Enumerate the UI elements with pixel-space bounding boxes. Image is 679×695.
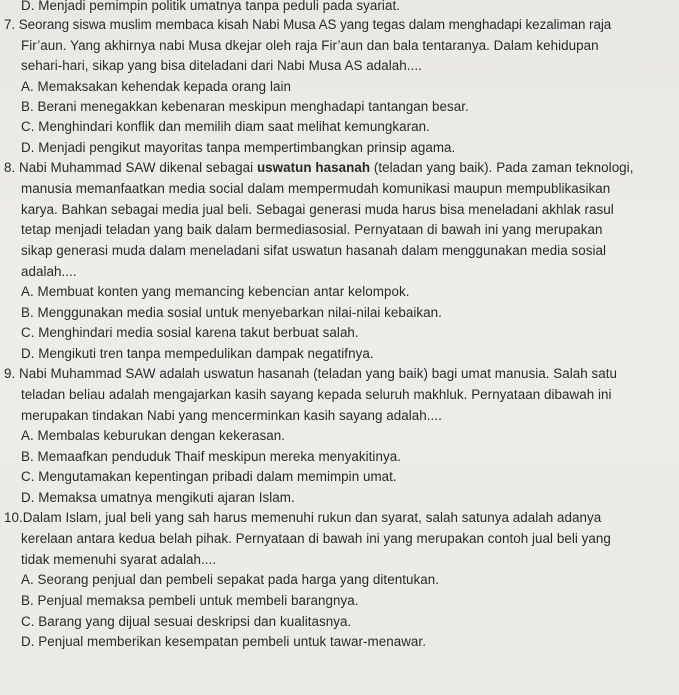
q7-stem-line-1: 7. Seorang siswa muslim membaca kisah Nabi Musa AS yang tegas dalam menghadapi kezaliman raja — [4, 17, 612, 32]
prev-option-d: D. Menjadi pemimpin politik umatnya tanpa peduli pada syariat. — [21, 0, 400, 13]
q8-stem-bold-term: uswatun hasanah — [256, 160, 371, 175]
q7-option-b: B. Berani menegakkan kebenaran meskipun menghadapi tantangan besar. — [21, 99, 469, 114]
q7-stem-line-3: sehari-hari, sikap yang bisa diteladani dari Nabi Musa AS adalah.... — [21, 58, 422, 73]
q9-stem-line-1: 9. Nabi Muhammad SAW adalah uswatun hasanah (teladan yang baik) bagi umat manusia. Salah satu — [4, 366, 618, 381]
q9-stem-line-2: teladan beliau adalah mengajarkan kasih sayang kepada seluruh makhluk. Pernyataan dibawah ini — [21, 387, 612, 402]
q9-option-d: D. Memaksa umatnya mengikuti ajaran Islam. — [21, 490, 295, 505]
q8-option-a: A. Membuat konten yang memancing kebencian antar kelompok. — [21, 284, 410, 299]
q10-option-a: A. Seorang penjual dan pembeli sepakat pada harga yang ditentukan. — [21, 572, 439, 587]
q8-stem-line-6: adalah.... — [21, 264, 77, 279]
q10-option-d: D. Penjual memberikan kesempatan pembeli untuk tawar-menawar. — [21, 634, 426, 649]
q8-stem-line-2: manusia memanfaatkan media social dalam mempermudah komunikasi maupun mempublikasikan — [21, 181, 611, 196]
q8-option-b: B. Menggunakan media sosial untuk menyebarkan nilai-nilai kebaikan. — [21, 305, 442, 320]
q9-option-c: C. Mengutamakan kepentingan pribadi dalam memimpin umat. — [21, 469, 397, 484]
q7-stem-line-2: Fir’aun. Yang akhirnya nabi Musa dkejar oleh raja Fir’aun dan bala tentaranya. Dalam kehidupan — [21, 38, 599, 53]
q8-stem-line-1 — [4, 160, 633, 176]
q10-option-c: C. Barang yang dijual sesuai deskripsi dan kualitasnya. — [21, 614, 352, 629]
q10-stem-line-1: 10.Dalam Islam, jual beli yang sah harus memenuhi rukun dan syarat, salah satunya adalah adanya — [4, 510, 602, 525]
q10-stem-line-2: kerelaan antara kedua belah pihak. Pernyataan di bawah ini yang merupakan contoh jual beli yang — [21, 531, 611, 546]
q8-stem-line-5: sikap generasi muda dalam meneladani sifat uswatun hasanah dalam menggunakan media sosial — [21, 243, 607, 258]
q10-stem-line-3: tidak memenuhi syarat adalah.... — [21, 552, 217, 567]
q8-stem-line-3: karya. Bahkan sebagai media jual beli. Sebagai generasi muda harus bisa meneladani akhlak rasul — [21, 202, 614, 217]
q9-option-b: B. Memaafkan penduduk Thaif meskipun mereka menyakitinya. — [21, 449, 401, 464]
q8-stem-line-1-post: (teladan yang baik). Pada zaman teknologi, — [370, 160, 634, 175]
q9-stem-line-3: merupakan tindakan Nabi yang mencerminkan kasih sayang adalah.... — [21, 408, 442, 423]
q7-option-d: D. Menjadi pengikut mayoritas tanpa mempertimbangkan prinsip agama. — [21, 140, 456, 155]
q7-option-c: C. Menghindari konflik dan memilih diam saat melihat kemungkaran. — [21, 119, 430, 134]
q8-stem-line-1-pre: 8. Nabi Muhammad SAW dikenal sebagai — [4, 160, 257, 175]
q9-option-a: A. Membalas keburukan dengan kekerasan. — [21, 428, 285, 443]
q8-stem-line-4: tetap menjadi teladan yang baik dalam bermediasosial. Pernyataan di bawah ini yang merupakan — [21, 222, 603, 237]
q8-option-d: D. Mengikuti tren tanpa mempedulikan dampak negatifnya. — [21, 346, 374, 361]
q10-option-b: B. Penjual memaksa pembeli untuk membeli barangnya. — [21, 593, 359, 608]
q7-option-a: A. Memaksakan kehendak kepada orang lain — [21, 79, 291, 94]
q8-option-c: C. Menghindari media sosial karena takut berbuat salah. — [21, 325, 359, 340]
